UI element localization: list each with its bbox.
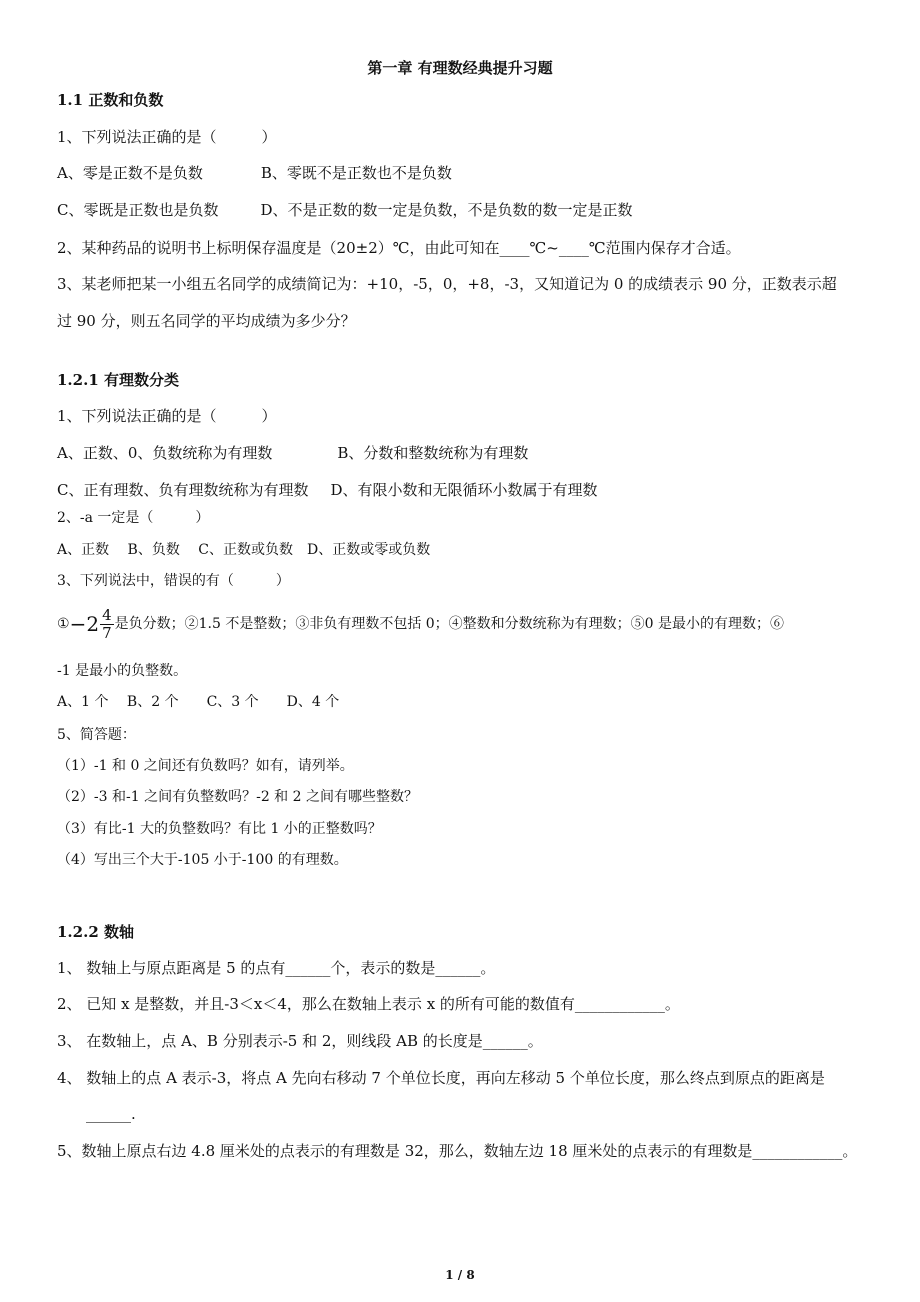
question-text: 5、简答题：	[57, 727, 136, 743]
fraction-denominator: 7	[102, 623, 112, 642]
question-text: 4、 数轴上的点 A 表示-3，将点 A 先向右移动 7 个单位长度，再向左移动 5 个单位长度，那么终点到原点的距离是	[57, 1069, 825, 1087]
option-row	[57, 480, 598, 500]
question-text: 2、某种药品的说明书上标明保存温度是（20±2）℃，由此可知在____℃~____℃范围内保存才合适。	[57, 239, 741, 257]
sub-question: （3）有比-1 大的负整数吗？有比 1 小的正整数吗？	[57, 821, 382, 837]
sub-question: （4）写出三个大于-105 小于-100 的有理数。	[57, 852, 348, 868]
question-text: 3、 在数轴上，点 A、B 分别表示-5 和 2，则线段 AB 的长度是______。	[57, 1032, 543, 1050]
question-text: 3、某老师把某一小组五名同学的成绩简记为：+10，-5，0，+8，-3，又知道记为 0 的成绩表示 90 分，正数表示超	[57, 275, 837, 293]
fraction-numerator: 4	[102, 605, 112, 624]
option-a: A、正数、0、负数统称为有理数	[57, 444, 273, 462]
option-row: A、1 个 B、2 个 C、3 个 D、4 个	[57, 694, 340, 710]
option-row	[57, 163, 452, 183]
page-number: 1 / 8	[445, 1268, 475, 1282]
question-text: 1、 数轴上与原点距离是 5 的点有______个，表示的数是______。	[57, 959, 496, 977]
question-text: ______.	[86, 1105, 136, 1123]
option-c: C、零既是正数也是负数	[57, 201, 219, 219]
option-b: B、零既不是正数也不是负数	[260, 164, 452, 182]
option-d: D、有限小数和无限循环小数属于有理数	[330, 481, 598, 499]
sub-question: （2）-3 和-1 之间有负整数吗？-2 和 2 之间有哪些整数？	[57, 789, 418, 805]
option-c: C、正有理数、负有理数统称为有理数	[57, 481, 309, 499]
question-text: 2、-a 一定是（ ）	[57, 510, 210, 526]
section-heading: 1.2.1 有理数分类	[57, 371, 179, 389]
question-text: 1、下列说法正确的是（ ）	[57, 128, 277, 146]
question-text: 1、下列说法正确的是（ ）	[57, 407, 277, 425]
section-heading: 1.1 正数和负数	[57, 91, 164, 109]
question-text: 过 90 分，则五名同学的平均成绩为多少分？	[57, 312, 356, 330]
option-row	[57, 443, 528, 463]
statement-rest: 是负分数；②1.5 不是整数；③非负有理数不包括 0；④整数和分数统称为有理数；⑤0 是最小的有理数；⑥	[114, 616, 785, 632]
option-row	[57, 200, 633, 220]
option-b: B、分数和整数统称为有理数	[337, 444, 529, 462]
question-text: 5、数轴上原点右边 4.8 厘米处的点表示的有理数是 32，那么，数轴左边 18 厘米处的点表示的有理数是____________。	[57, 1142, 858, 1160]
sub-question: （1）-1 和 0 之间还有负数吗？如有，请列举。	[57, 758, 354, 774]
fraction	[100, 607, 114, 642]
page-title: 第一章 有理数经典提升习题	[367, 59, 553, 77]
option-d: D、不是正数的数一定是负数，不是负数的数一定是正数	[260, 201, 633, 219]
mixed-number-whole: 2	[86, 612, 100, 636]
question-text: 2、 已知 x 是整数，并且-3＜x＜4，那么在数轴上表示 x 的所有可能的数值有____________。	[57, 995, 680, 1013]
statement-prefix: ①	[57, 616, 70, 632]
question-text: 3、下列说法中，错误的有（ ）	[57, 573, 290, 589]
question-text: -1 是最小的负整数。	[57, 663, 188, 679]
option-row: A、正数 B、负数 C、正数或负数 D、正数或零或负数	[57, 542, 431, 558]
section-heading: 1.2.2 数轴	[57, 923, 134, 941]
option-a: A、零是正数不是负数	[57, 164, 203, 182]
minus-sign: −	[69, 612, 87, 636]
statement-line	[57, 602, 784, 646]
